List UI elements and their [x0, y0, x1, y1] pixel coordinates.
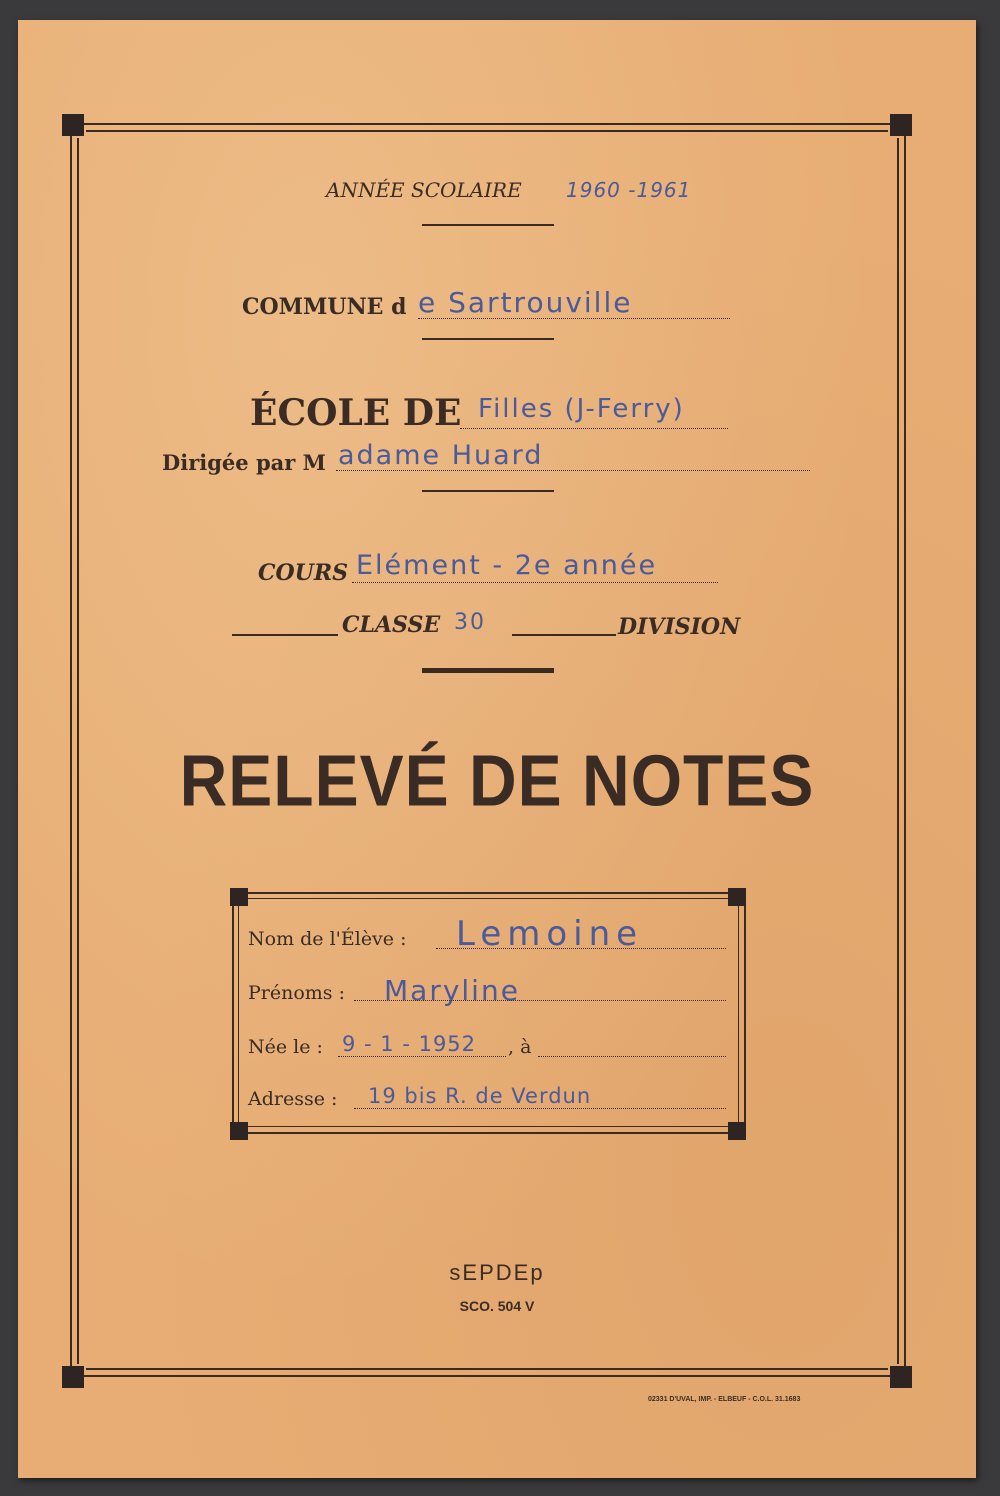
ecole-dotted-line [460, 428, 728, 429]
division-blank-line [512, 634, 616, 636]
classe-value: 30 [454, 610, 486, 635]
corner-ornament [62, 114, 84, 136]
cours-value: Elément - 2e année [356, 550, 658, 581]
box-border-top-inner [248, 898, 728, 899]
footer-imprint: 02331 D'UVAL, IMP. - ELBEUF - C.O.L. 31.1683 [648, 1396, 801, 1403]
separator [422, 338, 554, 340]
publisher-logo: sEPDEp [449, 1260, 545, 1285]
nom-value: Lemoine [456, 914, 644, 954]
ecole-label: ÉCOLE DE [250, 392, 462, 434]
corner-ornament [62, 1366, 84, 1388]
separator [422, 490, 554, 492]
nee-value: 9 - 1 - 1952 [342, 1032, 477, 1056]
box-corner [230, 888, 248, 906]
nee-a-dotted-line [538, 1056, 726, 1057]
box-border-right [744, 900, 746, 1128]
border-bottom-inner [86, 1368, 888, 1370]
page-title: RELEVÉ DE NOTES [179, 739, 815, 821]
ecole-value: Filles (J-Ferry) [478, 394, 685, 424]
nom-dotted-line [436, 948, 726, 949]
prenoms-dotted-line [354, 1000, 726, 1001]
commune-dotted-line [418, 318, 730, 319]
publisher-code: SCO. 504 V [459, 1298, 535, 1314]
nee-dotted-line [338, 1056, 506, 1057]
commune-value: e Sartrouville [418, 286, 633, 319]
nee-label: Née le : [248, 1036, 323, 1058]
dirigee-value: adame Huard [338, 440, 544, 471]
box-corner [728, 1122, 746, 1140]
box-border-left [232, 900, 234, 1128]
prenoms-value: Maryline [384, 974, 520, 1007]
box-corner [728, 888, 746, 906]
adresse-label: Adresse : [248, 1088, 338, 1110]
nee-a-label: , à [508, 1036, 532, 1058]
nom-label: Nom de l'Élève : [248, 928, 407, 950]
box-border-bottom [242, 1132, 734, 1134]
commune-label: COMMUNE d [242, 294, 407, 320]
adresse-value: 19 bis R. de Verdun [368, 1084, 592, 1108]
dirigee-dotted-line [336, 470, 810, 471]
classe-label: CLASSE [342, 612, 441, 638]
thick-separator [422, 668, 554, 673]
classe-blank-line [232, 634, 338, 636]
box-corner [230, 1122, 248, 1140]
separator [422, 224, 554, 226]
corner-ornament [890, 1366, 912, 1388]
box-border-top [242, 892, 734, 894]
annee-label: ANNÉE SCOLAIRE [326, 178, 522, 202]
adresse-dotted-line [354, 1108, 726, 1109]
cours-label: COURS [258, 560, 349, 586]
document-page [18, 20, 976, 1478]
box-border-right-inner [738, 904, 739, 1124]
dirigee-label: Dirigée par M [162, 450, 326, 475]
division-label: DIVISION [618, 614, 741, 640]
border-top-inner [86, 130, 888, 132]
box-border-left-inner [238, 904, 239, 1124]
corner-ornament [890, 114, 912, 136]
box-border-bottom-inner [248, 1126, 728, 1127]
prenoms-label: Prénoms : [248, 982, 345, 1004]
border-bottom-outer [78, 1375, 896, 1377]
annee-value: 1960 -1961 [566, 178, 692, 202]
cours-dotted-line [352, 582, 718, 583]
border-top-outer [78, 123, 896, 125]
